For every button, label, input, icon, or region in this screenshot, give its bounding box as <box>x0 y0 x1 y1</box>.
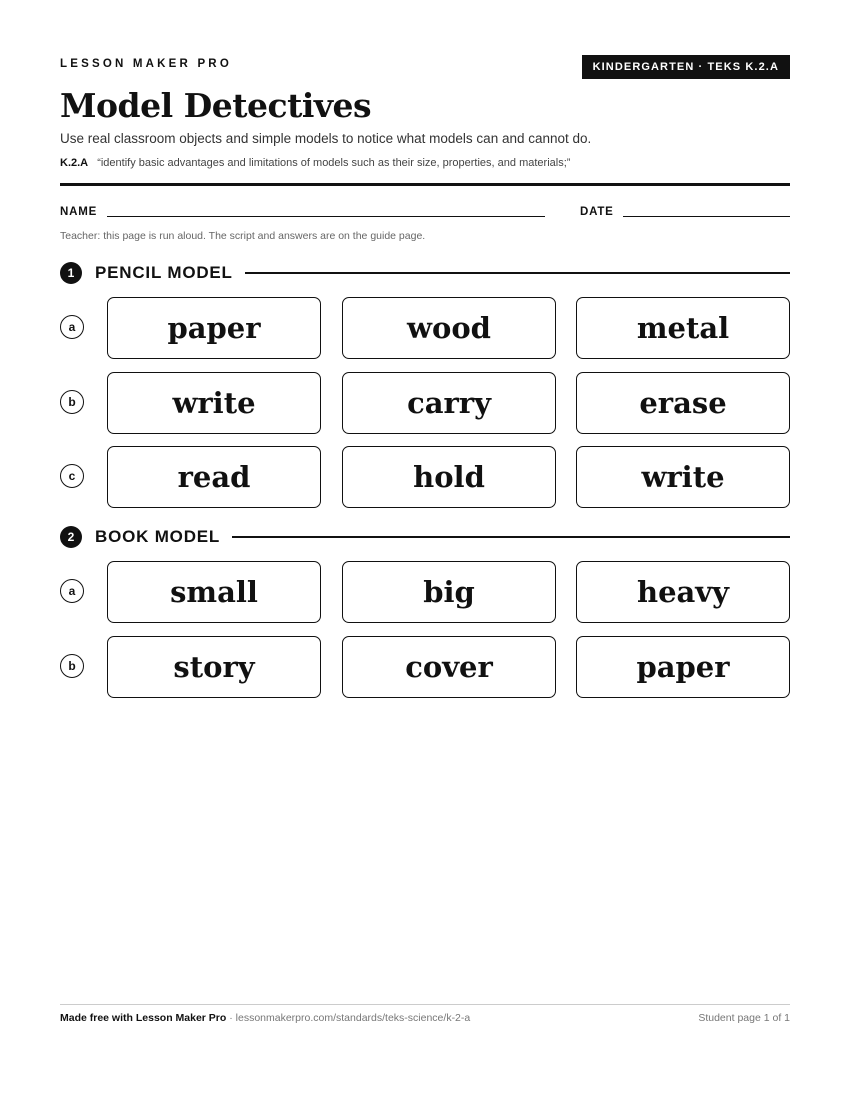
word-card[interactable]: write <box>576 446 790 508</box>
teacher-note: Teacher: this page is run aloud. The script and answers are on the guide page. <box>60 230 426 242</box>
standard-line <box>60 157 570 169</box>
standard-code: K.2.A <box>60 157 89 169</box>
name-label: NAME <box>60 206 98 218</box>
date-label: DATE <box>580 206 614 218</box>
section-title: BOOK MODEL <box>95 527 221 546</box>
card-row <box>60 446 790 508</box>
section-number: 2 <box>60 526 82 548</box>
word-card[interactable]: metal <box>576 297 790 359</box>
row-letter: b <box>60 654 84 678</box>
card-row <box>60 636 790 698</box>
date-field-line[interactable] <box>623 216 790 217</box>
word-card[interactable]: cover <box>342 636 556 698</box>
word-card[interactable]: wood <box>342 297 556 359</box>
section-header-pencil <box>60 261 790 285</box>
page-subtitle: Use real classroom objects and simple models to notice what models can and cannot do. <box>60 131 592 146</box>
footer-credit <box>60 1012 470 1024</box>
word-card[interactable]: read <box>107 446 321 508</box>
word-card[interactable]: story <box>107 636 321 698</box>
row-letter: c <box>60 464 84 488</box>
page-title: Model Detectives <box>60 86 372 125</box>
word-card[interactable]: big <box>342 561 556 623</box>
row-letter: b <box>60 390 84 414</box>
word-card[interactable]: erase <box>576 372 790 434</box>
card-row <box>60 372 790 434</box>
footer-page-label: Student page 1 of 1 <box>698 1012 790 1024</box>
section-divider <box>245 272 790 274</box>
word-card[interactable]: heavy <box>576 561 790 623</box>
brand-name: LESSON MAKER PRO <box>60 58 232 70</box>
word-card[interactable]: hold <box>342 446 556 508</box>
word-card[interactable]: carry <box>342 372 556 434</box>
row-letter: a <box>60 315 84 339</box>
word-card[interactable]: paper <box>576 636 790 698</box>
section-number: 1 <box>60 262 82 284</box>
section-header-book <box>60 525 790 549</box>
standard-text: “identify basic advantages and limitations of models such as their size, properties, and materials;” <box>97 157 571 169</box>
header-divider <box>60 183 790 186</box>
footer-divider <box>60 1004 790 1005</box>
word-card[interactable]: paper <box>107 297 321 359</box>
word-card[interactable]: write <box>107 372 321 434</box>
grade-badge: KINDERGARTEN · TEKS K.2.A <box>582 55 790 79</box>
card-row <box>60 561 790 623</box>
word-card[interactable]: small <box>107 561 321 623</box>
section-title: PENCIL MODEL <box>95 263 233 282</box>
row-letter: a <box>60 579 84 603</box>
name-field-line[interactable] <box>107 216 545 217</box>
footer-made-with: Made free with Lesson Maker Pro <box>60 1012 227 1024</box>
footer-url: · lessonmakerpro.com/standards/teks-science/k-2-a <box>226 1012 471 1024</box>
section-divider <box>232 536 790 538</box>
card-row <box>60 297 790 359</box>
